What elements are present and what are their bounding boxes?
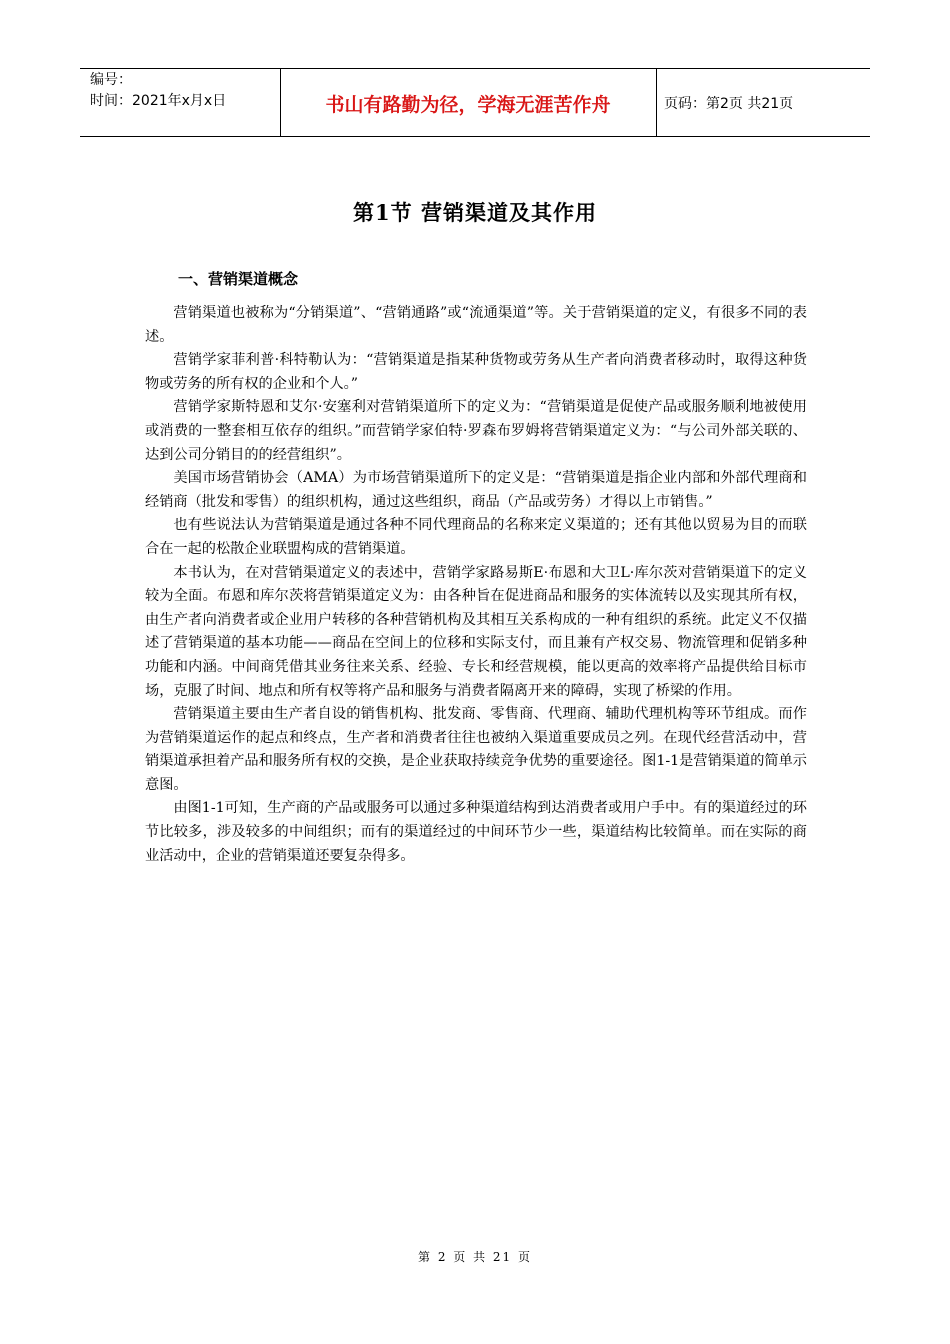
document-number-label: 编号： bbox=[90, 72, 132, 88]
header-page-info: 页码：第2页 共21页 bbox=[664, 96, 794, 112]
section-title: 第1节 营销渠道及其作用 bbox=[353, 200, 597, 225]
paragraph: 营销渠道也被称为“分销渠道”、“营销通路”或“流通渠道”等。关于营销渠道的定义，有很多不同的表述。 bbox=[145, 305, 807, 345]
section-heading: 一、营销渠道概念 bbox=[178, 270, 299, 288]
paragraph: 营销渠道主要由生产者自设的销售机构、批发商、零售商、代理商、辅助代理机构等环节组成。而作为营销渠道运作的起点和终点，生产者和消费者往往也被纳入渠道重要成员之列。在现代经营活动中，营销渠道承担着产品和服务所有权的交换，是企业获取持续竞争优势的重要途径。图1-1是营销渠道的简单示意图。 bbox=[145, 706, 807, 793]
paragraph: 营销学家斯特恩和艾尔·安塞利对营销渠道所下的定义为：“营销渠道是促使产品或服务顺利地被使用或消费的一整套相互依存的组织。”而营销学家伯特·罗森布罗姆将营销渠道定义为：“与公司外部关联的、达到公司分销目的的经营组织”。 bbox=[145, 399, 807, 463]
header-left-cell bbox=[90, 70, 226, 112]
paragraph: 由图1-1可知，生产商的产品或服务可以通过多种渠道结构到达消费者或用户手中。有的渠道经过的环节比较多，涉及较多的中间组织；而有的渠道经过的中间环节少一些，渠道结构比较简单。而在实际的商业活动中，企业的营销渠道还要复杂得多。 bbox=[145, 800, 807, 864]
paragraph: 也有些说法认为营销渠道是通过各种不同代理商品的名称来定义渠道的；还有其他以贸易为目的而联合在一起的松散企业联盟构成的营销渠道。 bbox=[145, 517, 807, 557]
header-top-rule bbox=[80, 68, 870, 69]
paragraph: 营销学家菲利普·科特勒认为：“营销渠道是指某种货物或劳务从生产者向消费者移动时，取得这种货物或劳务的所有权的企业和个人。” bbox=[145, 352, 807, 392]
page-footer: 第 2 页 共 21 页 bbox=[418, 1250, 532, 1264]
paragraph: 本书认为，在对营销渠道定义的表述中，营销学家路易斯E·布恩和大卫L·库尔茨对营销渠道下的定义较为全面。布恩和库尔茨将营销渠道定义为：由各种旨在促进商品和服务的实体流转以及实现其所有权，由生产者向消费者或企业用户转移的各种营销机构及其相互关系构成的一种有组织的系统。此定义不仅描述了营销渠道的基本功能——商品在空间上的位移和实际支付，而且兼有产权交易、物流管理和促销多种功能和内涵。中间商凭借其业务往来关系、经验、专长和经营规模，能以更高的效率将产品提供给目标市场，克服了时间、地点和所有权等将产品和服务与消费者隔离开来的障碍，实现了桥梁的作用。 bbox=[145, 564, 807, 699]
body-text bbox=[145, 302, 807, 868]
document-date-label: 时间：2021年x月x日 bbox=[90, 93, 227, 109]
header-motto: 书山有路勤为径，学海无涯苦作舟 bbox=[325, 94, 611, 116]
paragraph: 美国市场营销协会（AMA）为市场营销渠道所下的定义是：“营销渠道是指企业内部和外部代理商和经销商（批发和零售）的组织机构，通过这些组织，商品（产品或劳务）才得以上市销售。” bbox=[145, 470, 807, 510]
header-divider-right bbox=[656, 68, 657, 136]
header-bottom-rule bbox=[80, 136, 870, 137]
